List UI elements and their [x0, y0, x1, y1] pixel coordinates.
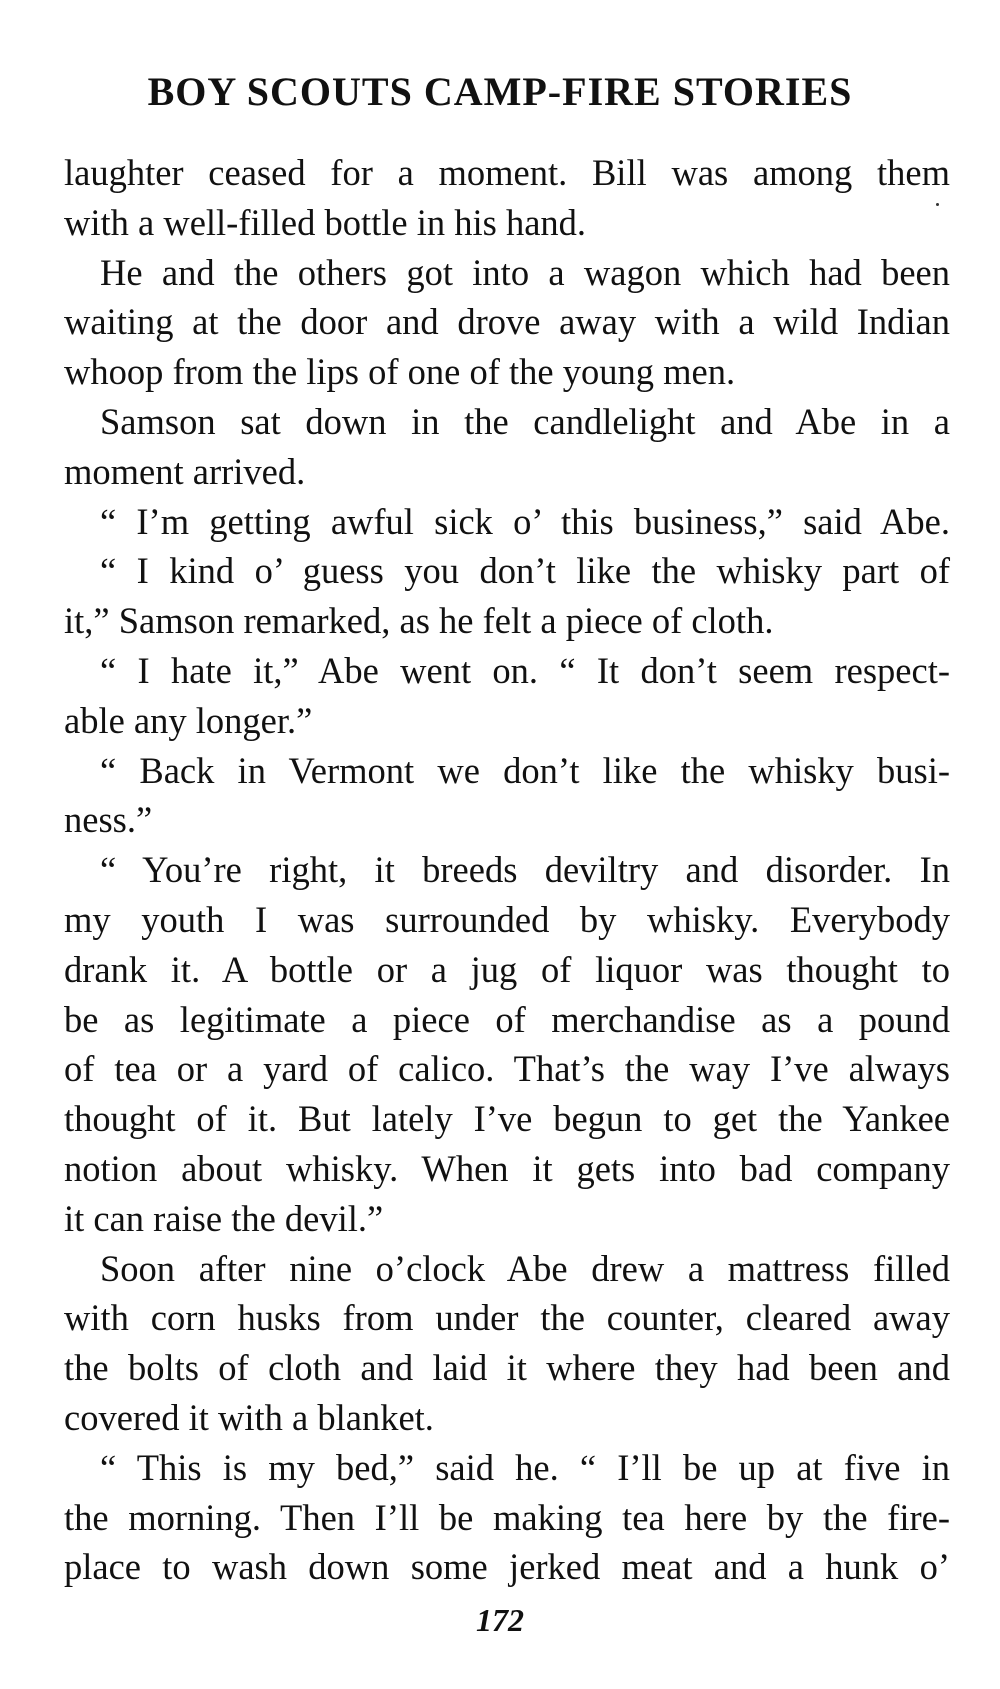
text-line: moment arrived.	[64, 450, 306, 492]
running-head: BOY SCOUTS CAMP-FIRE STORIES	[147, 69, 853, 114]
text-line: with a well-filled bottle in his hand.	[64, 201, 587, 243]
text-line: “ I kind o’ guess you don’t like the whisky part of	[100, 550, 950, 592]
text-line: my youth I was surrounded by whisky. Everybody	[64, 898, 950, 940]
text-line: covered it with a blanket.	[64, 1396, 434, 1438]
text-line: laughter ceased for a moment. Bill was among them	[64, 152, 950, 193]
body-text	[64, 148, 950, 1592]
text-line: Samson sat down in the candlelight and Abe in a	[100, 400, 950, 442]
text-line: able any longer.”	[64, 699, 313, 741]
text-line: He and the others got into a wagon which had been	[100, 251, 950, 293]
page-number: 172	[476, 1602, 524, 1638]
text-line: with corn husks from under the counter, cleared away	[64, 1297, 950, 1339]
print-speck	[936, 203, 939, 206]
text-line: ness.”	[64, 799, 153, 841]
text-line: whoop from the lips of one of the young men.	[64, 351, 736, 393]
text-line: waiting at the door and drove away with a wild Indian	[64, 301, 950, 343]
text-line: “ This is my bed,” said he. “ I’ll be up at five in	[100, 1446, 950, 1488]
text-line: of tea or a yard of calico. That’s the way I’ve always	[64, 1048, 950, 1090]
text-line: drank it. A bottle or a jug of liquor was thought to	[64, 948, 950, 990]
text-line: place to wash down some jerked meat and a hunk o’	[64, 1546, 950, 1588]
text-line: “ You’re right, it breeds deviltry and disorder. In	[100, 849, 950, 891]
text-line: it,” Samson remarked, as he felt a piece of cloth.	[64, 600, 774, 642]
text-line: “ I hate it,” Abe went on. “ It don’t seem respect-	[100, 649, 950, 691]
text-line: notion about whisky. When it gets into bad company	[64, 1147, 950, 1189]
text-line: it can raise the devil.”	[64, 1197, 384, 1239]
text-line: “ Back in Vermont we don’t like the whisky busi-	[100, 749, 950, 791]
text-line: be as legitimate a piece of merchandise as a pound	[64, 998, 950, 1040]
text-line: “ I’m getting awful sick o’ this business,” said Abe.	[100, 500, 950, 542]
text-line: thought of it. But lately I’ve begun to get the Yankee	[64, 1098, 950, 1140]
text-line: Soon after nine o’clock Abe drew a mattress filled	[100, 1247, 950, 1289]
text-line: the bolts of cloth and laid it where they had been and	[64, 1347, 950, 1389]
text-line: the morning. Then I’ll be making tea here by the fire-	[64, 1496, 950, 1538]
